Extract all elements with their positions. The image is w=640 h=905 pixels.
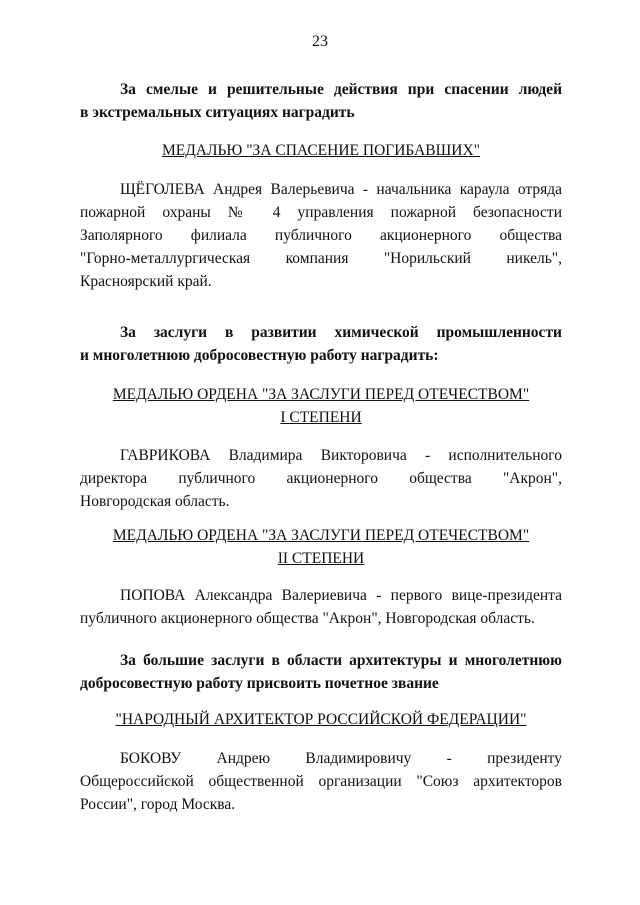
recipient-line: БОКОВУ Андрею Владимировичу - президенту	[120, 750, 562, 767]
recipient-line: России", город Москва.	[80, 796, 236, 813]
recipient-line: ПОПОВА Александра Валериевича - первого вице-президента	[120, 587, 562, 604]
award-line: II СТЕПЕНИ	[277, 550, 365, 567]
award-line: МЕДАЛЬЮ ОРДЕНА "ЗА ЗАСЛУГИ ПЕРЕД ОТЕЧЕСТВОМ"	[112, 386, 530, 403]
award-line: "НАРОДНЫЙ АРХИТЕКТОР РОССИЙСКОЙ ФЕДЕРАЦИИ"	[115, 711, 527, 728]
recipient-line: Общероссийской общественной организации "Союз архитекторов	[80, 773, 562, 790]
section-2-intro	[80, 321, 562, 367]
page-number: 23	[312, 33, 328, 50]
section-1-award-title	[80, 139, 562, 162]
intro-line: в экстремальных ситуациях наградить	[80, 104, 355, 121]
recipient-line: "Горно-металлургическая компания "Норильский никель",	[80, 250, 562, 267]
intro-line: За заслуги в развитии химической промышленности	[120, 324, 562, 341]
section-1-intro	[80, 78, 562, 124]
section-4-recipient	[80, 747, 562, 816]
section-2-award-title	[80, 383, 562, 429]
recipient-line: пожарной охраны № 4 управления пожарной безопасности	[80, 204, 562, 221]
section-1-recipient	[80, 178, 562, 293]
section-3-award-title	[80, 524, 562, 570]
recipient-line: Новгородская область.	[80, 493, 230, 510]
intro-line: и многолетнюю добросовестную работу наградить:	[80, 347, 439, 364]
award-line: МЕДАЛЬЮ ОРДЕНА "ЗА ЗАСЛУГИ ПЕРЕД ОТЕЧЕСТВОМ"	[112, 527, 530, 544]
section-4-award-title	[80, 708, 562, 731]
intro-line: За смелые и решительные действия при спасении людей	[120, 81, 562, 98]
recipient-line: Красноярский край.	[80, 273, 212, 290]
award-line: МЕДАЛЬЮ "ЗА СПАСЕНИЕ ПОГИБАВШИХ"	[161, 142, 480, 159]
recipient-line: публичного акционерного общества "Акрон", Новгородская область.	[80, 610, 535, 627]
section-3-recipient	[80, 584, 562, 630]
recipient-line: ГАВРИКОВА Владимира Викторовича - исполнительного	[120, 447, 562, 464]
section-2-recipient	[80, 444, 562, 513]
section-4-intro	[80, 649, 562, 695]
intro-line: За большие заслуги в области архитектуры и многолетнюю	[120, 652, 562, 669]
recipient-line: директора публичного акционерного общества "Акрон",	[80, 470, 562, 487]
intro-line: добросовестную работу присвоить почетное звание	[80, 675, 439, 692]
recipient-line: ЩЁГОЛЕВА Андрея Валерьевича - начальника караула отряда	[120, 181, 562, 198]
recipient-line: Заполярного филиала публичного акционерного общества	[80, 227, 562, 244]
award-line: I СТЕПЕНИ	[280, 409, 362, 426]
